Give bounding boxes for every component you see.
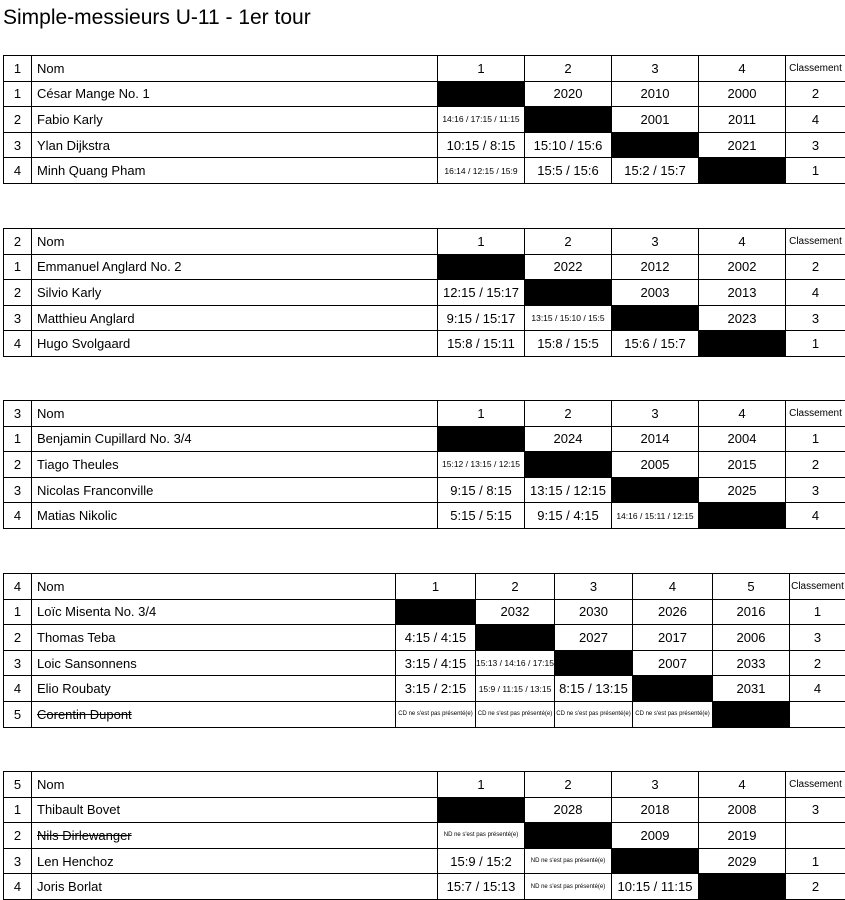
player-position: 4 <box>4 158 32 184</box>
player-row <box>4 81 845 107</box>
player-name: Tiago Theules <box>32 452 438 478</box>
column-header: 2 <box>525 772 612 798</box>
player-position: 2 <box>4 823 32 849</box>
player-rank: 3 <box>786 132 845 158</box>
player-position: 3 <box>4 305 32 331</box>
column-header: 3 <box>612 772 699 798</box>
group-table-3 <box>3 400 845 529</box>
column-header: 4 <box>699 401 786 427</box>
player-rank: 1 <box>786 331 845 357</box>
match-cell: 15:12 / 13:15 / 12:15 <box>438 452 525 478</box>
player-name: Matthieu Anglard <box>32 305 438 331</box>
player-name: Emmanuel Anglard No. 2 <box>32 254 438 280</box>
column-header: 3 <box>612 401 699 427</box>
player-name: Ylan Dijkstra <box>32 132 438 158</box>
player-rank: 2 <box>786 452 845 478</box>
rank-header: Classement <box>786 772 845 798</box>
group-table-4 <box>3 573 845 728</box>
name-header: Nom <box>32 229 438 255</box>
match-cell: 15:8 / 15:11 <box>438 331 525 357</box>
column-header: 1 <box>438 772 525 798</box>
match-cell: 2011 <box>699 107 786 133</box>
player-rank: 2 <box>786 254 845 280</box>
self-match-cell <box>612 305 699 331</box>
rank-header: Classement <box>786 56 845 82</box>
player-position: 4 <box>4 331 32 357</box>
match-cell: 2015 <box>699 452 786 478</box>
player-name: Silvio Karly <box>32 280 438 306</box>
match-cell: 9:15 / 8:15 <box>438 477 525 503</box>
match-cell: 10:15 / 11:15 <box>612 874 699 900</box>
player-name: Loïc Misenta No. 3/4 <box>32 599 396 625</box>
group-header-row <box>4 229 845 255</box>
match-cell: 15:8 / 15:5 <box>525 331 612 357</box>
player-name: Thomas Teba <box>32 625 396 651</box>
player-position: 2 <box>4 452 32 478</box>
player-row <box>4 426 845 452</box>
column-header: 4 <box>699 229 786 255</box>
column-header: 2 <box>525 401 612 427</box>
match-cell: 2014 <box>612 426 699 452</box>
self-match-cell <box>612 132 699 158</box>
player-rank: 1 <box>786 848 845 874</box>
player-name: Nicolas Franconville <box>32 477 438 503</box>
match-cell: 4:15 / 4:15 <box>396 625 476 651</box>
match-cell: 2024 <box>525 426 612 452</box>
no-show-cell: CD ne s'est pas présenté(e) <box>396 701 476 727</box>
player-position: 3 <box>4 477 32 503</box>
player-row <box>4 676 845 702</box>
column-header: 4 <box>699 56 786 82</box>
match-cell: 14:16 / 17:15 / 11:15 <box>438 107 525 133</box>
player-rank: 1 <box>786 426 845 452</box>
self-match-cell <box>633 676 713 702</box>
self-match-cell <box>396 599 476 625</box>
match-cell: 15:5 / 15:6 <box>525 158 612 184</box>
match-cell: 2026 <box>633 599 713 625</box>
group-table-2 <box>3 228 845 357</box>
no-show-cell: ND ne s'est pas présenté(e) <box>525 848 612 874</box>
player-row <box>4 331 845 357</box>
player-row <box>4 280 845 306</box>
column-header: 1 <box>396 574 476 600</box>
group-header-row <box>4 56 845 82</box>
player-rank: 3 <box>786 797 845 823</box>
player-rank: 4 <box>786 280 845 306</box>
match-cell: 15:13 / 14:16 / 17:15 <box>476 650 555 676</box>
player-position: 4 <box>4 874 32 900</box>
player-position: 1 <box>4 797 32 823</box>
match-cell: 2007 <box>633 650 713 676</box>
player-row <box>4 650 845 676</box>
match-cell: 13:15 / 12:15 <box>525 477 612 503</box>
match-cell: 13:15 / 15:10 / 15:5 <box>525 305 612 331</box>
player-name: Fabio Karly <box>32 107 438 133</box>
player-row <box>4 503 845 529</box>
player-row <box>4 599 845 625</box>
name-header: Nom <box>32 574 396 600</box>
self-match-cell <box>713 701 790 727</box>
player-rank <box>786 823 845 849</box>
match-cell: 10:15 / 8:15 <box>438 132 525 158</box>
match-cell: 2028 <box>525 797 612 823</box>
match-cell: 15:2 / 15:7 <box>612 158 699 184</box>
column-header: 4 <box>699 772 786 798</box>
self-match-cell <box>525 452 612 478</box>
match-cell: 2019 <box>699 823 786 849</box>
group-number: 4 <box>4 574 32 600</box>
player-name: Minh Quang Pham <box>32 158 438 184</box>
match-cell: 2002 <box>699 254 786 280</box>
match-cell: 2020 <box>525 81 612 107</box>
rank-header: Classement <box>786 401 845 427</box>
group-table-1 <box>3 55 845 184</box>
player-row <box>4 848 845 874</box>
self-match-cell <box>438 254 525 280</box>
match-cell: 15:10 / 15:6 <box>525 132 612 158</box>
player-name: César Mange No. 1 <box>32 81 438 107</box>
player-row <box>4 305 845 331</box>
player-row <box>4 158 845 184</box>
match-cell: 3:15 / 2:15 <box>396 676 476 702</box>
match-cell: 2025 <box>699 477 786 503</box>
player-position: 2 <box>4 625 32 651</box>
self-match-cell <box>438 426 525 452</box>
player-rank: 2 <box>790 650 845 676</box>
page-title: Simple-messieurs U-11 - 1er tour <box>3 5 311 31</box>
player-row <box>4 132 845 158</box>
player-row <box>4 797 845 823</box>
self-match-cell <box>476 625 555 651</box>
self-match-cell <box>525 823 612 849</box>
match-cell: 12:15 / 15:17 <box>438 280 525 306</box>
player-row <box>4 823 845 849</box>
player-position: 2 <box>4 107 32 133</box>
group-number: 3 <box>4 401 32 427</box>
column-header: 1 <box>438 229 525 255</box>
column-header: 1 <box>438 401 525 427</box>
match-cell: 15:7 / 15:13 <box>438 874 525 900</box>
match-cell: 2022 <box>525 254 612 280</box>
player-position: 1 <box>4 254 32 280</box>
match-cell: 8:15 / 13:15 <box>555 676 633 702</box>
group-number: 1 <box>4 56 32 82</box>
group-header-row <box>4 772 845 798</box>
player-name: Corentin Dupont <box>32 701 396 727</box>
self-match-cell <box>699 331 786 357</box>
player-position: 1 <box>4 81 32 107</box>
player-name: Loic Sansonnens <box>32 650 396 676</box>
name-header: Nom <box>32 56 438 82</box>
player-name: Elio Roubaty <box>32 676 396 702</box>
column-header: 3 <box>612 56 699 82</box>
match-cell: 2000 <box>699 81 786 107</box>
match-cell: 2030 <box>555 599 633 625</box>
match-cell: 16:14 / 12:15 / 15:9 <box>438 158 525 184</box>
match-cell: 2016 <box>713 599 790 625</box>
match-cell: 2013 <box>699 280 786 306</box>
player-name: Joris Borlat <box>32 874 438 900</box>
self-match-cell <box>438 797 525 823</box>
match-cell: 2032 <box>476 599 555 625</box>
player-rank: 2 <box>786 81 845 107</box>
match-cell: 9:15 / 4:15 <box>525 503 612 529</box>
match-cell: 2021 <box>699 132 786 158</box>
self-match-cell <box>555 650 633 676</box>
self-match-cell <box>612 477 699 503</box>
player-row <box>4 107 845 133</box>
player-row <box>4 701 845 727</box>
player-position: 4 <box>4 676 32 702</box>
match-cell: 2005 <box>612 452 699 478</box>
group-table-5 <box>3 771 845 900</box>
match-cell: 15:9 / 11:15 / 13:15 <box>476 676 555 702</box>
rank-header: Classement <box>790 574 845 600</box>
player-position: 1 <box>4 599 32 625</box>
match-cell: 9:15 / 15:17 <box>438 305 525 331</box>
player-row <box>4 874 845 900</box>
self-match-cell <box>525 107 612 133</box>
match-cell: 2029 <box>699 848 786 874</box>
player-rank: 4 <box>790 676 845 702</box>
match-cell: 2033 <box>713 650 790 676</box>
player-position: 1 <box>4 426 32 452</box>
player-position: 3 <box>4 650 32 676</box>
player-name: Benjamin Cupillard No. 3/4 <box>32 426 438 452</box>
self-match-cell <box>699 503 786 529</box>
match-cell: 3:15 / 4:15 <box>396 650 476 676</box>
player-rank: 3 <box>786 305 845 331</box>
group-number: 5 <box>4 772 32 798</box>
column-header: 2 <box>476 574 555 600</box>
player-row <box>4 452 845 478</box>
match-cell: 2006 <box>713 625 790 651</box>
no-show-cell: ND ne s'est pas présenté(e) <box>438 823 525 849</box>
self-match-cell <box>438 81 525 107</box>
player-row <box>4 625 845 651</box>
match-cell: 2023 <box>699 305 786 331</box>
player-rank: 4 <box>786 107 845 133</box>
player-rank <box>790 701 845 727</box>
player-rank: 1 <box>790 599 845 625</box>
self-match-cell <box>699 874 786 900</box>
player-name: Len Henchoz <box>32 848 438 874</box>
rank-header: Classement <box>786 229 845 255</box>
match-cell: 2031 <box>713 676 790 702</box>
match-cell: 2010 <box>612 81 699 107</box>
no-show-cell: CD ne s'est pas présenté(e) <box>476 701 555 727</box>
player-position: 4 <box>4 503 32 529</box>
group-number: 2 <box>4 229 32 255</box>
match-cell: 2027 <box>555 625 633 651</box>
column-header: 1 <box>438 56 525 82</box>
match-cell: 2001 <box>612 107 699 133</box>
player-position: 5 <box>4 701 32 727</box>
match-cell: 2017 <box>633 625 713 651</box>
player-name: Nils Dirlewanger <box>32 823 438 849</box>
player-rank: 4 <box>786 503 845 529</box>
self-match-cell <box>525 280 612 306</box>
player-name: Matias Nikolic <box>32 503 438 529</box>
no-show-cell: CD ne s'est pas présenté(e) <box>633 701 713 727</box>
player-rank: 1 <box>786 158 845 184</box>
column-header: 5 <box>713 574 790 600</box>
column-header: 2 <box>525 56 612 82</box>
player-name: Hugo Svolgaard <box>32 331 438 357</box>
column-header: 4 <box>633 574 713 600</box>
match-cell: 15:6 / 15:7 <box>612 331 699 357</box>
player-position: 3 <box>4 848 32 874</box>
player-position: 3 <box>4 132 32 158</box>
player-position: 2 <box>4 280 32 306</box>
self-match-cell <box>699 158 786 184</box>
match-cell: 5:15 / 5:15 <box>438 503 525 529</box>
name-header: Nom <box>32 401 438 427</box>
player-name: Thibault Bovet <box>32 797 438 823</box>
match-cell: 14:16 / 15:11 / 12:15 <box>612 503 699 529</box>
player-rank: 2 <box>786 874 845 900</box>
no-show-cell: ND ne s'est pas présenté(e) <box>525 874 612 900</box>
player-row <box>4 254 845 280</box>
column-header: 2 <box>525 229 612 255</box>
match-cell: 2004 <box>699 426 786 452</box>
column-header: 3 <box>555 574 633 600</box>
self-match-cell <box>612 848 699 874</box>
match-cell: 2009 <box>612 823 699 849</box>
player-row <box>4 477 845 503</box>
match-cell: 2012 <box>612 254 699 280</box>
column-header: 3 <box>612 229 699 255</box>
match-cell: 15:9 / 15:2 <box>438 848 525 874</box>
group-header-row <box>4 401 845 427</box>
match-cell: 2018 <box>612 797 699 823</box>
group-header-row <box>4 574 845 600</box>
player-rank: 3 <box>786 477 845 503</box>
player-rank: 3 <box>790 625 845 651</box>
match-cell: 2008 <box>699 797 786 823</box>
no-show-cell: CD ne s'est pas présenté(e) <box>555 701 633 727</box>
name-header: Nom <box>32 772 438 798</box>
match-cell: 2003 <box>612 280 699 306</box>
